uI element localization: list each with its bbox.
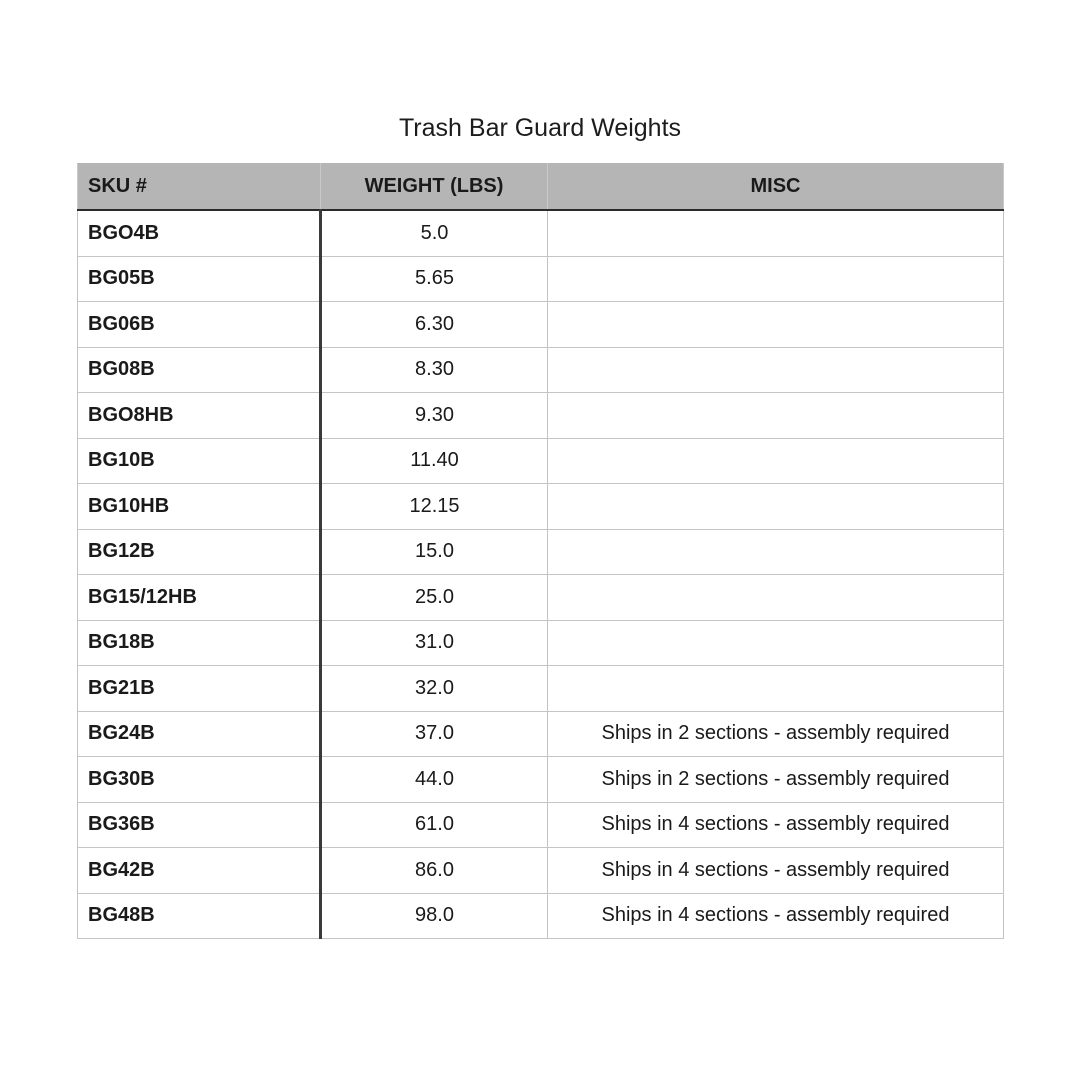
weights-table bbox=[77, 163, 1004, 939]
weight-cell: 12.15 bbox=[321, 484, 548, 530]
sku-cell: BG24B bbox=[78, 711, 321, 757]
table-row bbox=[78, 393, 1004, 439]
sku-cell: BG48B bbox=[78, 893, 321, 939]
table-row bbox=[78, 302, 1004, 348]
misc-cell bbox=[548, 575, 1004, 621]
weight-cell: 37.0 bbox=[321, 711, 548, 757]
misc-cell: Ships in 2 sections - assembly required bbox=[548, 711, 1004, 757]
weight-cell: 44.0 bbox=[321, 757, 548, 803]
table-row bbox=[78, 620, 1004, 666]
weight-cell: 6.30 bbox=[321, 302, 548, 348]
weight-cell: 5.0 bbox=[321, 210, 548, 256]
misc-cell bbox=[548, 393, 1004, 439]
sku-cell: BG10B bbox=[78, 438, 321, 484]
weight-cell: 86.0 bbox=[321, 848, 548, 894]
sku-cell: BG05B bbox=[78, 256, 321, 302]
header-sku: SKU # bbox=[78, 163, 321, 210]
sku-cell: BG12B bbox=[78, 529, 321, 575]
misc-cell bbox=[548, 256, 1004, 302]
weight-cell: 5.65 bbox=[321, 256, 548, 302]
table-row bbox=[78, 256, 1004, 302]
misc-cell bbox=[548, 620, 1004, 666]
misc-cell: Ships in 4 sections - assembly required bbox=[548, 893, 1004, 939]
misc-cell bbox=[548, 529, 1004, 575]
table-row bbox=[78, 347, 1004, 393]
misc-cell bbox=[548, 302, 1004, 348]
misc-cell bbox=[548, 484, 1004, 530]
sku-cell: BGO4B bbox=[78, 210, 321, 256]
weight-cell: 25.0 bbox=[321, 575, 548, 621]
table-row bbox=[78, 802, 1004, 848]
sku-cell: BG36B bbox=[78, 802, 321, 848]
table-row bbox=[78, 529, 1004, 575]
weight-cell: 11.40 bbox=[321, 438, 548, 484]
table-row bbox=[78, 757, 1004, 803]
table-row bbox=[78, 848, 1004, 894]
weight-cell: 31.0 bbox=[321, 620, 548, 666]
misc-cell bbox=[548, 347, 1004, 393]
sku-cell: BG21B bbox=[78, 666, 321, 712]
weight-cell: 32.0 bbox=[321, 666, 548, 712]
sku-cell: BG06B bbox=[78, 302, 321, 348]
sku-cell: BGO8HB bbox=[78, 393, 321, 439]
page-title: Trash Bar Guard Weights bbox=[398, 114, 682, 142]
weight-cell: 61.0 bbox=[321, 802, 548, 848]
sku-cell: BG30B bbox=[78, 757, 321, 803]
misc-cell: Ships in 4 sections - assembly required bbox=[548, 802, 1004, 848]
sku-cell: BG10HB bbox=[78, 484, 321, 530]
table-header-row bbox=[78, 163, 1004, 210]
misc-cell bbox=[548, 666, 1004, 712]
weight-cell: 15.0 bbox=[321, 529, 548, 575]
weight-cell: 9.30 bbox=[321, 393, 548, 439]
weight-cell: 98.0 bbox=[321, 893, 548, 939]
table-row bbox=[78, 893, 1004, 939]
misc-cell bbox=[548, 438, 1004, 484]
table-row bbox=[78, 210, 1004, 256]
misc-cell: Ships in 4 sections - assembly required bbox=[548, 848, 1004, 894]
table-row bbox=[78, 484, 1004, 530]
table-row bbox=[78, 438, 1004, 484]
sku-cell: BG18B bbox=[78, 620, 321, 666]
weight-cell: 8.30 bbox=[321, 347, 548, 393]
header-weight: WEIGHT (LBS) bbox=[321, 163, 548, 210]
table-row bbox=[78, 711, 1004, 757]
header-misc: MISC bbox=[548, 163, 1004, 210]
sku-cell: BG42B bbox=[78, 848, 321, 894]
table-row bbox=[78, 666, 1004, 712]
table-row bbox=[78, 575, 1004, 621]
misc-cell bbox=[548, 210, 1004, 256]
sku-cell: BG08B bbox=[78, 347, 321, 393]
sku-cell: BG15/12HB bbox=[78, 575, 321, 621]
misc-cell: Ships in 2 sections - assembly required bbox=[548, 757, 1004, 803]
